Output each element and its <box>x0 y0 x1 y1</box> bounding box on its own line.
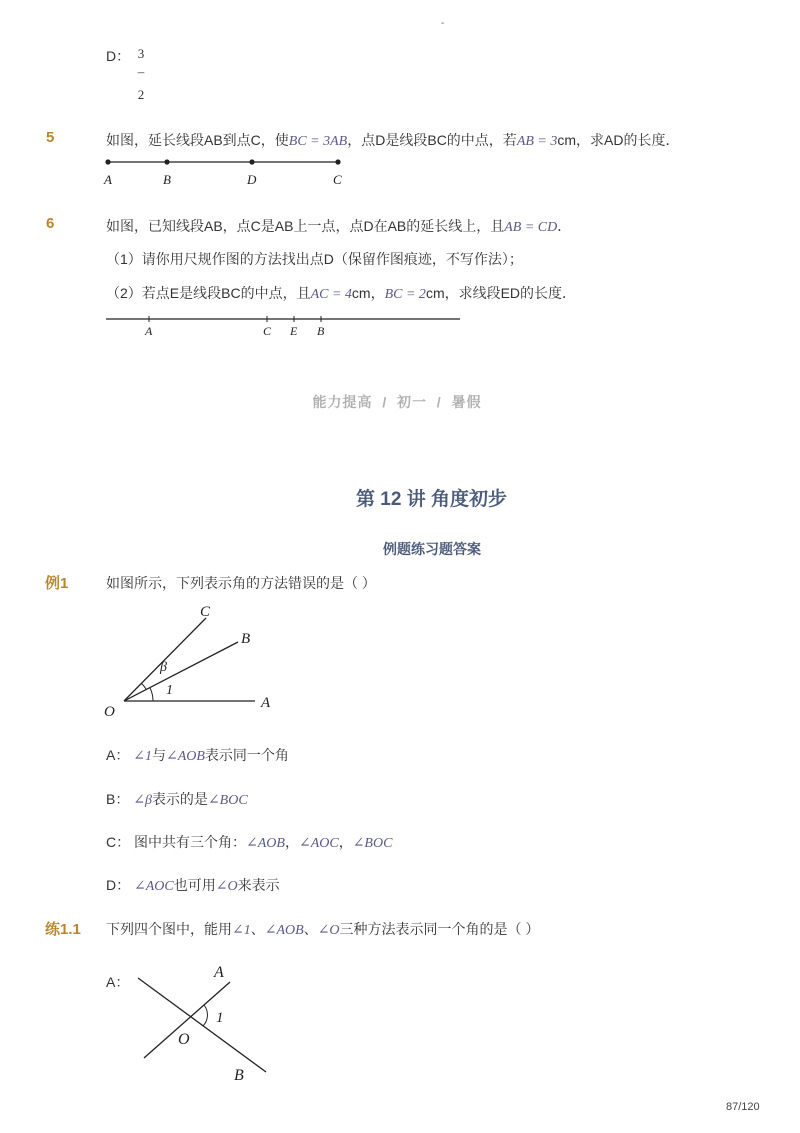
q5-label-b: B <box>163 172 171 187</box>
q6-text-d: cm， <box>351 285 385 301</box>
pr1-option-a-figure <box>130 960 280 1085</box>
ex1-option-c-sep-1: ， <box>284 834 299 850</box>
watermark-text <box>0 392 800 412</box>
q5-label-c: C <box>333 172 342 187</box>
question-6-line-2: （1）请你用尺规作图的方法找出点D（保留作图痕迹，不写作法）； <box>106 251 523 267</box>
ex1-option-d-label: D： <box>106 877 131 893</box>
q6-label-c: C <box>263 324 272 338</box>
q5-math-ab: AB = 3 <box>516 134 558 149</box>
q5-text-c: cm，求AD的长度． <box>557 132 680 148</box>
q5-point-d <box>249 159 254 164</box>
ex1-option-c-math-1: ∠AOB <box>246 836 285 851</box>
prev-option-d-numerator: 3 <box>137 46 145 61</box>
pr1-math-aob: ∠AOB <box>264 923 304 938</box>
q6-text-c: （2）若点E是线段BC的中点，且 <box>106 285 311 301</box>
pr1-text-a: 下列四个图中，能用 <box>106 921 232 937</box>
ex1-option-d-math-1: ∠AOC <box>134 879 174 894</box>
ex1-ray-ob <box>124 642 238 701</box>
q5-label-a: A <box>104 172 112 187</box>
example-1-label: 例1 <box>45 575 69 592</box>
ex1-label-one: 1 <box>166 683 173 698</box>
q6-math-ab-cd: AB = CD <box>504 220 558 235</box>
q5-segment-figure <box>100 152 360 192</box>
pr1-line-ob <box>138 978 266 1072</box>
q6-label-b: B <box>317 324 325 338</box>
watermark-label: 能力提高 / 初一 / 暑假 <box>312 394 482 410</box>
ex1-option-c-label: C： <box>106 834 131 850</box>
q5-math-bc: BC = 3AB <box>288 134 348 149</box>
pr1-math-o: ∠O <box>317 923 340 938</box>
question-5-text <box>106 130 680 150</box>
ex1-option-c-math-2: ∠AOC <box>298 836 339 851</box>
ex1-option-c-math-3: ∠BOC <box>352 836 393 851</box>
lecture-title: 第 12 讲 角度初步 <box>356 489 507 510</box>
pr1-sep-2: 、 <box>303 921 318 937</box>
q5-label-d: D <box>247 172 257 187</box>
pr1-math-1: ∠1 <box>232 923 251 938</box>
ex1-option-b-label: B： <box>106 791 130 807</box>
q5-text-a: 如图，延长线段AB到点C，使 <box>106 132 289 148</box>
q6-text-e: cm，求线段ED的长度． <box>425 285 577 301</box>
ex1-option-a-math-1: ∠1 <box>133 749 152 764</box>
question-5-number: 5 <box>46 129 55 146</box>
ex1-label-b: B <box>241 631 251 647</box>
pr1-label-o: O <box>178 1031 190 1048</box>
ex1-label-a: A <box>261 695 271 711</box>
section-title: 例题练习题答案 <box>383 541 481 557</box>
q6-math-bc: BC = 2 <box>384 287 426 302</box>
q6-label-e: E <box>290 324 298 338</box>
ex1-label-beta: β <box>160 660 167 675</box>
ex1-option-b[interactable] <box>106 789 248 809</box>
prev-option-d-fraction-bar: – <box>137 64 145 79</box>
q6-math-ac: AC = 4 <box>310 287 352 302</box>
q6-text-a: 如图，已知线段AB，点C是AB上一点，点D在AB的延长线上，且 <box>106 218 505 234</box>
ex1-option-d-text-2: 来表示 <box>237 877 280 893</box>
ex1-label-c: C <box>200 604 211 620</box>
ex1-option-b-math-1: ∠β <box>133 793 152 808</box>
ex1-option-d-text-1: 也可用 <box>173 877 216 893</box>
q6-label-a: A <box>145 324 153 338</box>
pr1-text-b: 三种方法表示同一个角的是（ ） <box>339 921 540 937</box>
ex1-arc-1 <box>150 688 153 701</box>
example-1-question: 如图所示，下列表示角的方法错误的是（ ） <box>106 575 376 591</box>
ex1-option-a-math-2: ∠AOB <box>165 749 205 764</box>
q5-point-b <box>164 159 169 164</box>
q5-point-a <box>105 159 110 164</box>
q5-point-c <box>335 159 340 164</box>
ex1-option-c-text-1: 图中共有三个角： <box>134 834 247 850</box>
q6-segment-figure <box>100 310 470 342</box>
ex1-label-o: O <box>104 704 115 720</box>
question-6-line-1 <box>106 216 571 236</box>
q6-text-b: ． <box>557 218 572 234</box>
ex1-option-a-text-2: 表示同一个角 <box>204 747 289 763</box>
question-6-line-3 <box>106 283 576 303</box>
pr1-sep-1: 、 <box>250 921 265 937</box>
ex1-option-c-sep-2: ， <box>338 834 353 850</box>
prev-option-d-denominator: 2 <box>137 87 145 102</box>
page-number: 87/120 <box>726 1101 760 1113</box>
ex1-option-c[interactable] <box>106 832 392 852</box>
pr1-label-one: 1 <box>216 1010 224 1026</box>
prev-option-d-label: D： <box>106 48 131 64</box>
ex1-option-b-math-2: ∠BOC <box>207 793 248 808</box>
ex1-arc-beta <box>141 683 146 689</box>
question-6-number: 6 <box>46 215 55 232</box>
ex1-option-d-math-2: ∠O <box>215 879 238 894</box>
ex1-option-b-text-1: 表示的是 <box>151 791 208 807</box>
top-mark: - <box>441 18 445 29</box>
ex1-angle-figure <box>100 590 290 730</box>
practice-1-1-question <box>106 919 539 939</box>
q5-text-b: ，点D是线段BC的中点，若 <box>347 132 517 148</box>
practice-1-1-label: 练1.1 <box>45 921 81 938</box>
pr1-label-b: B <box>234 1067 244 1084</box>
ex1-option-a-text-1: 与 <box>151 747 166 763</box>
pr1-arc-1 <box>203 1005 207 1026</box>
ex1-option-d[interactable] <box>106 875 280 895</box>
pr1-option-a-label[interactable]: A： <box>106 974 130 990</box>
ex1-option-a[interactable] <box>106 745 289 765</box>
pr1-label-a: A <box>214 964 224 981</box>
ex1-option-a-label: A： <box>106 747 130 763</box>
